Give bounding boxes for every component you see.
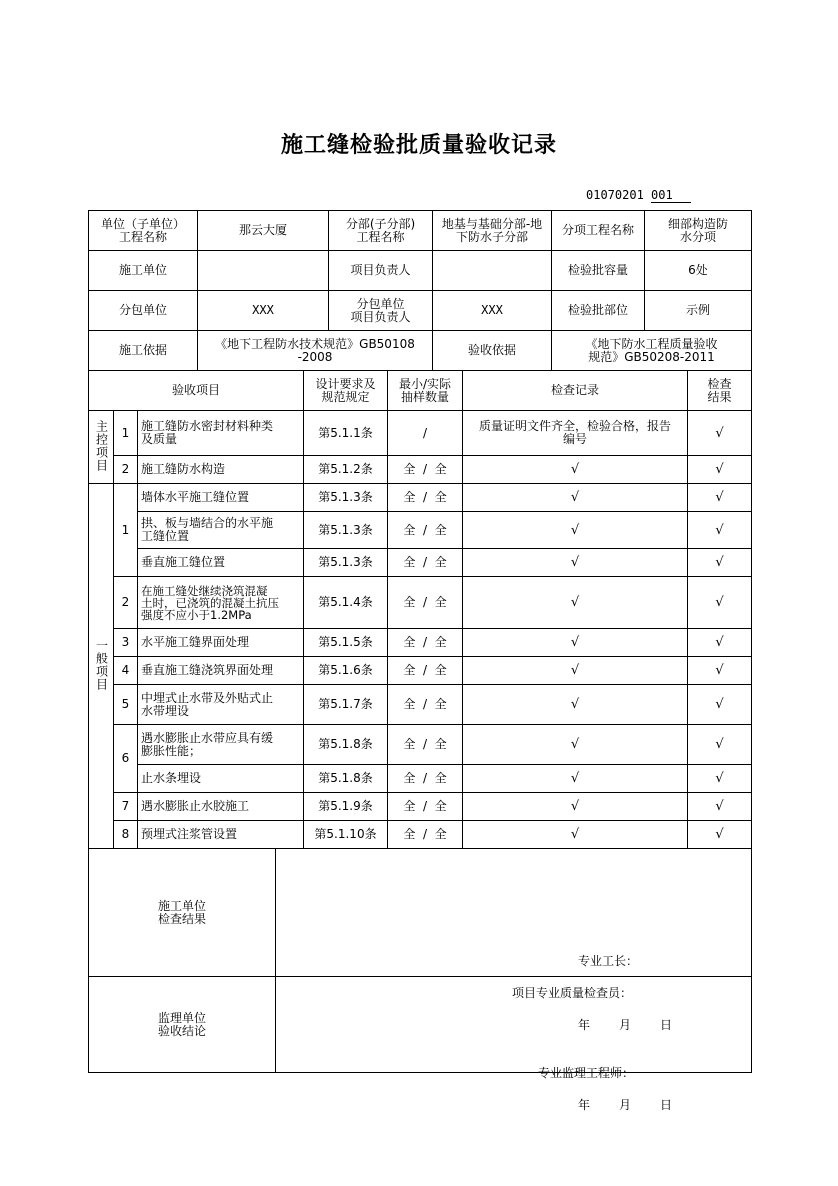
row-clause: 第5.1.3条 (304, 512, 388, 549)
row-name: 遇水膨胀止水带应具有缓 膨胀性能； (138, 725, 304, 765)
table-row (89, 629, 752, 657)
row-record: √ (463, 549, 688, 577)
row-name: 墙体水平施工缝位置 (138, 484, 304, 512)
row-sample: / (388, 411, 463, 456)
row-clause: 第5.1.4条 (304, 577, 388, 629)
row-no: 2 (114, 456, 138, 484)
contractor-check-label: 施工单位 检查结果 (89, 849, 276, 977)
row-name: 施工缝防水密封材料种类 及质量 (138, 411, 304, 456)
subdivision-label: 分部(子分部) 工程名称 (329, 211, 433, 251)
row-no: 7 (114, 793, 138, 821)
row-name: 水平施工缝界面处理 (138, 629, 304, 657)
foreman-label: 专业工长： (578, 953, 639, 968)
row-no: 4 (114, 657, 138, 685)
row-clause: 第5.1.1条 (304, 411, 388, 456)
row-record: √ (463, 821, 688, 849)
contractor-label: 施工单位 (89, 251, 198, 291)
sub-value: XXX (198, 291, 329, 331)
table-row (89, 765, 752, 793)
row-name: 垂直施工缝浇筑界面处理 (138, 657, 304, 685)
inspection-table (88, 370, 752, 849)
row-record: 质量证明文件齐全，检验合格，报告 编号 (463, 411, 688, 456)
row-clause: 第5.1.8条 (304, 765, 388, 793)
row-result: √ (688, 765, 752, 793)
contractor-check-area (276, 849, 752, 1032)
row-sample: 全 / 全 (388, 765, 463, 793)
inspector-label: 项目专业质量检查员： (512, 985, 633, 1000)
row-sample: 全 / 全 (388, 629, 463, 657)
row-sample: 全 / 全 (388, 549, 463, 577)
row-clause: 第5.1.7条 (304, 685, 388, 725)
row-name: 施工缝防水构造 (138, 456, 304, 484)
contractor-value (198, 251, 329, 291)
row-sample: 全 / 全 (388, 685, 463, 725)
acceptance-label: 验收依据 (433, 331, 552, 371)
row-record: √ (463, 484, 688, 512)
pm-label: 项目负责人 (329, 251, 433, 291)
location-value: 示例 (645, 291, 752, 331)
row-no: 2 (114, 577, 138, 629)
item-value: 细部构造防 水分项 (645, 211, 752, 251)
table-row (89, 549, 752, 577)
basis-value: 《地下工程防水技术规范》GB50108 -2008 (198, 331, 433, 371)
table-row (89, 657, 752, 685)
table-row (89, 793, 752, 821)
subdivision-value: 地基与基础分部-地 下防水子分部 (433, 211, 552, 251)
date-year: 年 (578, 1017, 591, 1032)
table-row (89, 456, 752, 484)
row-no: 5 (114, 685, 138, 725)
row-result: √ (688, 793, 752, 821)
row-no: 1 (114, 484, 138, 577)
row-clause: 第5.1.5条 (304, 629, 388, 657)
row-clause: 第5.1.3条 (304, 484, 388, 512)
row-record: √ (463, 685, 688, 725)
row-result: √ (688, 725, 752, 765)
row-sample: 全 / 全 (388, 577, 463, 629)
row-sample: 全 / 全 (388, 793, 463, 821)
sub-pm-label: 分包单位 项目负责人 (329, 291, 433, 331)
table-row (89, 577, 752, 629)
row-record: √ (463, 725, 688, 765)
sub-pm-value: XXX (433, 291, 552, 331)
row-sample: 全 / 全 (388, 821, 463, 849)
row-clause: 第5.1.10条 (304, 821, 388, 849)
date-day: 日 (660, 1097, 673, 1112)
row-result: √ (688, 657, 752, 685)
date-day: 日 (660, 1017, 673, 1032)
row-result: √ (688, 456, 752, 484)
capacity-label: 检验批容量 (552, 251, 645, 291)
row-result: √ (688, 821, 752, 849)
table-row (89, 411, 752, 456)
row-no: 3 (114, 629, 138, 657)
row-result: √ (688, 484, 752, 512)
table-row (89, 821, 752, 849)
row-result: √ (688, 685, 752, 725)
date-month: 月 (619, 1097, 632, 1112)
table-row (89, 484, 752, 512)
engineer-label: 专业监理工程师： (538, 1065, 635, 1080)
date-month: 月 (619, 1017, 632, 1032)
row-name: 预埋式注浆管设置 (138, 821, 304, 849)
supervisor-check-label: 监理单位 验收结论 (89, 977, 276, 1073)
row-result: √ (688, 577, 752, 629)
row-name: 止水条埋设 (138, 765, 304, 793)
location-label: 检验批部位 (552, 291, 645, 331)
table-row (89, 725, 752, 765)
date-year: 年 (578, 1097, 591, 1112)
signature-table (88, 848, 752, 1112)
row-clause: 第5.1.6条 (304, 657, 388, 685)
capacity-value: 6处 (645, 251, 752, 291)
row-result: √ (688, 629, 752, 657)
page-title: 施工缝检验批质量验收记录 (280, 133, 557, 158)
row-no: 8 (114, 821, 138, 849)
row-clause: 第5.1.3条 (304, 549, 388, 577)
unit-value: 那云大厦 (198, 211, 329, 251)
row-name: 拱、板与墙结合的水平施 工缝位置 (138, 512, 304, 549)
code-suffix: 001 (651, 188, 691, 203)
row-no: 6 (114, 725, 138, 793)
col-design: 设计要求及 规范规定 (304, 371, 388, 411)
info-table (88, 210, 752, 371)
col-result: 检查 结果 (688, 371, 752, 411)
sub-label: 分包单位 (89, 291, 198, 331)
row-name: 中埋式止水带及外贴式止 水带埋设 (138, 685, 304, 725)
row-record: √ (463, 629, 688, 657)
pm-value (433, 251, 552, 291)
col-record: 检查记录 (463, 371, 688, 411)
basis-label: 施工依据 (89, 331, 198, 371)
row-sample: 全 / 全 (388, 512, 463, 549)
row-record: √ (463, 657, 688, 685)
col-item: 验收项目 (89, 371, 304, 411)
general-group-label: 一般项目 (89, 484, 114, 849)
row-record: √ (463, 577, 688, 629)
col-sample: 最小/实际 抽样数量 (388, 371, 463, 411)
row-name: 遇水膨胀止水胶施工 (138, 793, 304, 821)
row-record: √ (463, 793, 688, 821)
row-sample: 全 / 全 (388, 456, 463, 484)
unit-label: 单位（子单位） 工程名称 (89, 211, 198, 251)
row-result: √ (688, 549, 752, 577)
row-sample: 全 / 全 (388, 484, 463, 512)
row-clause: 第5.1.8条 (304, 725, 388, 765)
row-result: √ (688, 512, 752, 549)
row-result: √ (688, 411, 752, 456)
acceptance-value: 《地下防水工程质量验收 规范》GB50208-2011 (552, 331, 752, 371)
row-record: √ (463, 765, 688, 793)
row-clause: 第5.1.9条 (304, 793, 388, 821)
item-label: 分项工程名称 (552, 211, 645, 251)
row-record: √ (463, 456, 688, 484)
row-sample: 全 / 全 (388, 657, 463, 685)
row-name: 垂直施工缝位置 (138, 549, 304, 577)
table-row (89, 685, 752, 725)
table-row (89, 512, 752, 549)
row-sample: 全 / 全 (388, 725, 463, 765)
code-prefix: 01070201 (586, 188, 644, 202)
row-record: √ (463, 512, 688, 549)
row-no: 1 (114, 411, 138, 456)
main-group-label: 主控项目 (89, 411, 114, 484)
form-code (586, 188, 691, 202)
row-clause: 第5.1.2条 (304, 456, 388, 484)
row-name: 在施工缝处继续浇筑混凝 土时，已浇筑的混凝土抗压 强度不应小于1.2MPa (138, 577, 304, 629)
